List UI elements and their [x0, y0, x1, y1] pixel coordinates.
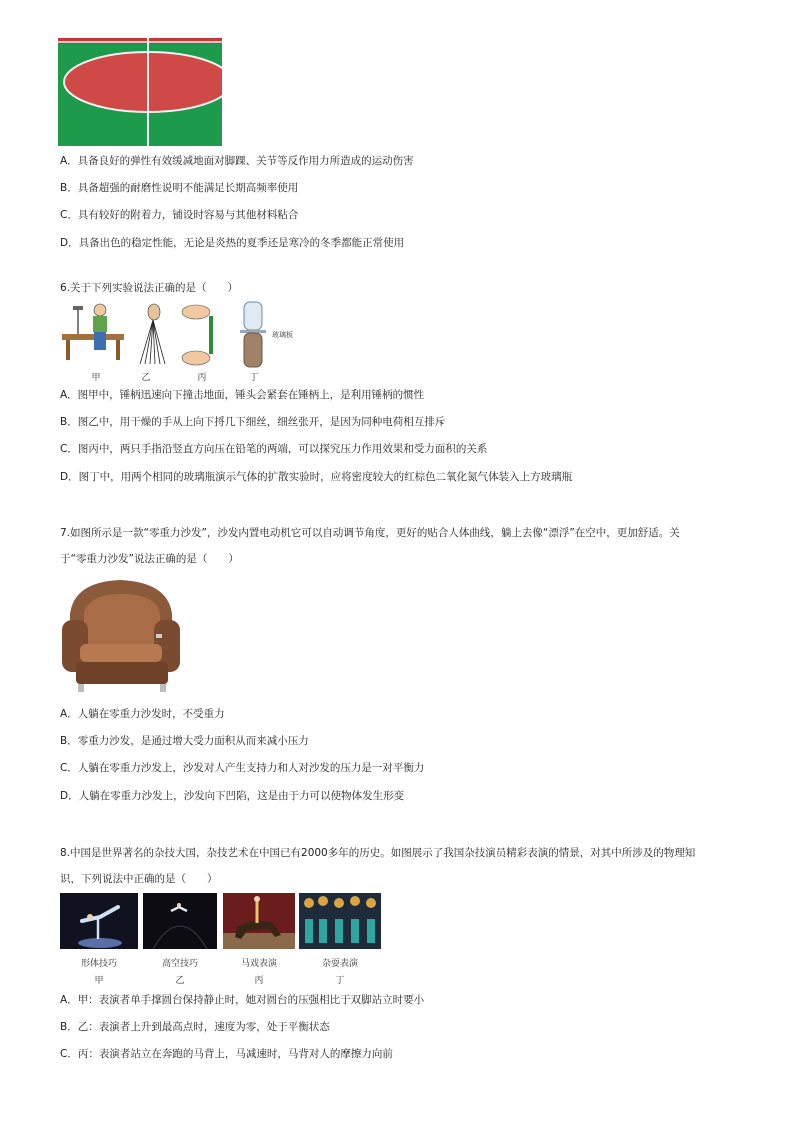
- q6-figure-yi: [138, 302, 168, 366]
- q8-photo-title-ding: 杂耍表演: [321, 959, 358, 969]
- q7-option-d: D．人躺在零重力沙发上，沙发向下凹陷，这是由于力可以使物体发生形变: [60, 790, 405, 802]
- q8-photo-title-jia: 形体技巧: [80, 959, 117, 969]
- q6-caption-ding: 丁: [249, 373, 259, 383]
- q8-photo-title-yi: 高空技巧: [161, 959, 198, 969]
- q8-option-b: B．乙：表演者上升到最高点时，速度为零，处于平衡状态: [60, 1021, 330, 1033]
- q8-option-c: C．丙：表演者站立在奔跑的马背上，马减速时，马背对人的摩擦力向前: [60, 1048, 393, 1060]
- q6-figure-bing: [178, 302, 222, 366]
- q6-caption-jia: 甲: [91, 373, 101, 383]
- q8-photo-title-bing: 马戏表演: [240, 959, 277, 969]
- q5-option-a: A．具备良好的弹性有效缓减地面对脚踝、关节等反作用力所造成的运动伤害: [60, 155, 414, 167]
- q8-option-a: A．甲：表演者单手撑圆台保持静止时，她对圆台的压强相比于双脚站立时要小: [60, 994, 425, 1006]
- q6-glass-label: 玻璃板: [272, 331, 293, 339]
- q8-photo-label-ding: 丁: [335, 976, 345, 986]
- q8-stem-line2: 识，下列说法中正确的是（ ）: [60, 873, 218, 885]
- q6-stem: 6.关于下列实验说法正确的是（ ）: [60, 282, 239, 294]
- q8-photo-label-bing: 丙: [254, 976, 264, 986]
- q6-figure-jia: [60, 300, 128, 368]
- q6-option-d: D．图丁中，用两个相同的玻璃瓶演示气体的扩散实验时，应将密度较大的红棕色二氧化氮气体装入上方玻璃瓶: [60, 471, 573, 483]
- q6-option-a: A．图甲中，锤柄迅速向下撞击地面，锤头会紧套在锤柄上，是利用锤柄的惯性: [60, 389, 425, 401]
- q6-option-b: B．图乙中，用干燥的手从上向下捋几下细丝，细丝张开，是因为同种电荷相互排斥: [60, 416, 446, 428]
- q7-stem-line2: 于“零重力沙发”说法正确的是（ ）: [60, 553, 239, 565]
- q5-option-b: B．具备超强的耐磨性说明不能满足长期高频率使用: [60, 182, 299, 194]
- q5-option-c: C．具有较好的附着力，铺设时容易与其他材料粘合: [60, 209, 299, 221]
- q5-option-d: D．具备出色的稳定性能，无论是炎热的夏季还是寒冷的冬季都能正常使用: [60, 237, 405, 249]
- q8-photo-jia: [60, 893, 138, 949]
- sofa-image: [60, 574, 184, 698]
- q6-option-c: C．图丙中，两只手指沿竖直方向压在铅笔的两端，可以探究压力作用效果和受力面积的关系: [60, 443, 488, 455]
- q7-stem-line1: 7.如图所示是一款“零重力沙发”，沙发内置电动机它可以自动调节角度，更好的贴合人体曲线，躺上去像“漂浮”在空中，更加舒适。关: [60, 527, 680, 539]
- q6-figure-ding: [236, 300, 272, 370]
- court-image: [58, 38, 222, 146]
- q8-photo-bing: [223, 893, 295, 949]
- q8-stem-line1: 8.中国是世界著名的杂技大国，杂技艺术在中国已有2000多年的历史。如图展示了我国杂技演员精彩表演的情景，对其中所涉及的物理知: [60, 847, 696, 859]
- q8-photo-ding: [299, 893, 381, 949]
- q6-caption-bing: 丙: [197, 373, 207, 383]
- q7-option-a: A．人躺在零重力沙发时，不受重力: [60, 708, 225, 720]
- q8-photo-label-jia: 甲: [94, 976, 104, 986]
- q8-photo-yi: [143, 893, 217, 949]
- q6-caption-yi: 乙: [141, 373, 151, 383]
- q7-option-b: B．零重力沙发，是通过增大受力面积从而来减小压力: [60, 735, 309, 747]
- q8-photo-label-yi: 乙: [175, 976, 185, 986]
- q7-option-c: C．人躺在零重力沙发上，沙发对人产生支持力和人对沙发的压力是一对平衡力: [60, 762, 425, 774]
